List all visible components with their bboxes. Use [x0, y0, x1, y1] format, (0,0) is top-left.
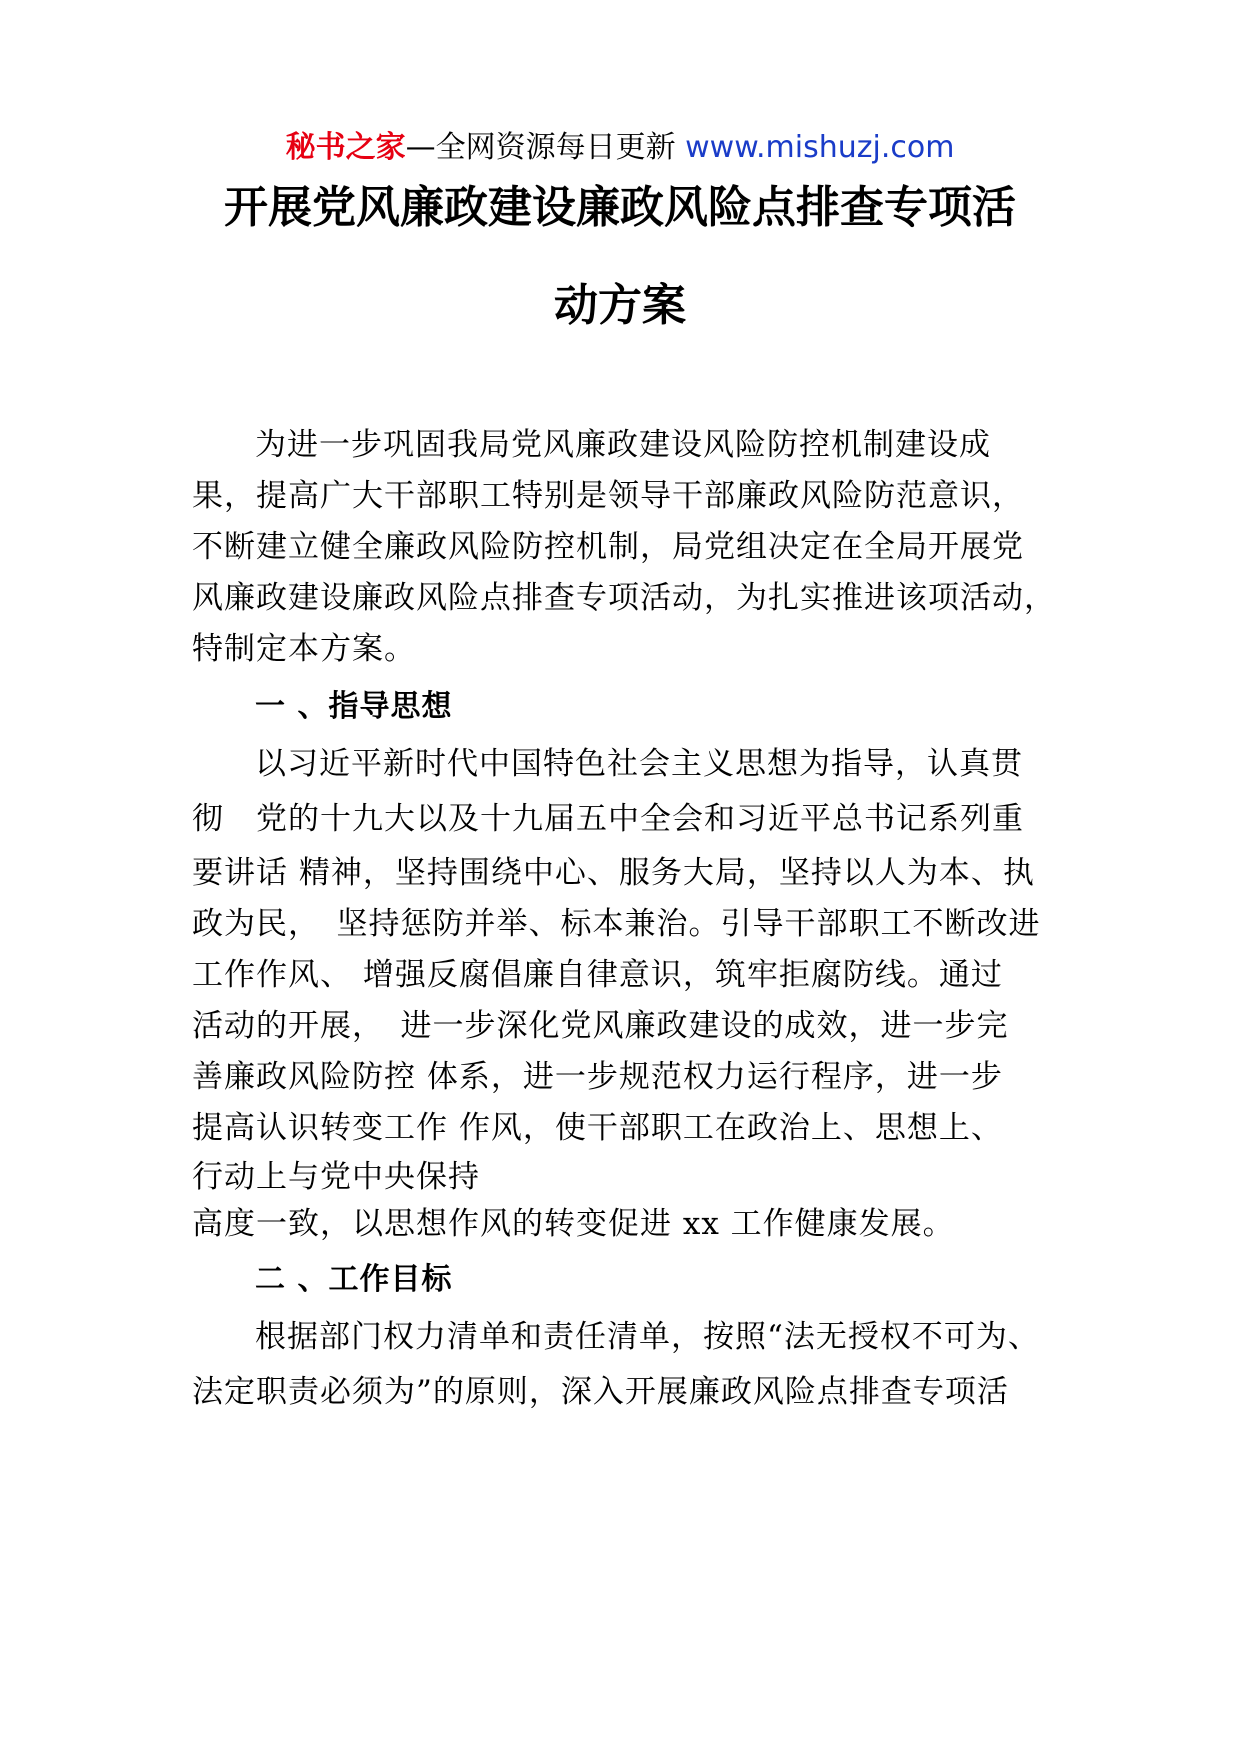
paragraph-line: 法定职责必须为”的原则，深入开展廉政风险点排查专项活	[192, 1374, 1009, 1410]
paragraph-line: 彻 党的十九大以及十九届五中全会和习近平总书记系列重	[192, 801, 1024, 837]
site-watermark-header	[0, 128, 1240, 168]
paragraph-line: 为进一步巩固我局党风廉政建设风险防控机制建设成	[255, 427, 991, 463]
watermark-brand: 秘书之家	[285, 130, 406, 165]
paragraph-line: 高度一致，以思想作风的转变促进 xx 工作健康发展。	[192, 1206, 955, 1242]
paragraph-line: 要讲话 精神，坚持围绕中心、服务大局，坚持以人为本、执	[192, 855, 1035, 891]
watermark-slogan: —全网资源每日更新	[405, 130, 686, 165]
work-goals-paragraph	[192, 1312, 1072, 1421]
paragraph-line: 活动的开展， 进一步深化党风廉政建设的成效，进一步完	[192, 1008, 1009, 1044]
paragraph-line: 提高认识转变工作 作风，使干部职工在政治上、思想上、	[192, 1110, 1003, 1146]
paragraph-line: 工作作风、 增强反腐倡廉自律意识，筑牢拒腐防线。通过	[192, 957, 1003, 993]
document-title-line-2: 动方案	[554, 280, 686, 331]
section-heading-guiding-ideology: 一 、指导思想	[255, 689, 453, 724]
paragraph-line: 以习近平新时代中国特色社会主义思想为指导，认真贯	[255, 746, 1023, 782]
paragraph-line: 根据部门权力清单和责任清单，按照“法无授权不可为、	[255, 1319, 1040, 1355]
paragraph-line: 不断建立健全廉政风险防控机制，局党组决定在全局开展党	[192, 529, 1024, 565]
paragraph-line: 果，提高广大干部职工特别是领导干部廉政风险防范意识，	[192, 478, 1024, 514]
guiding-ideology-paragraph	[192, 739, 1072, 1248]
paragraph-line: 行动上与党中央保持	[192, 1159, 480, 1195]
document-title-line-1: 开展党风廉政建设廉政风险点排查专项活	[224, 182, 1016, 233]
intro-paragraph	[192, 420, 1072, 675]
paragraph-line: 风廉政建设廉政风险点排查专项活动，为扎实推进该项活动，	[192, 580, 1056, 616]
paragraph-line: 善廉政风险防控 体系，进一步规范权力运行程序，进一步	[192, 1059, 1003, 1095]
watermark-url: www.mishuzj.com	[685, 130, 955, 165]
paragraph-line: 政为民， 坚持惩防并举、标本兼治。引导干部职工不断改进	[192, 906, 1041, 942]
document-body	[192, 420, 1072, 1421]
section-heading-work-goals: 二 、工作目标	[255, 1262, 453, 1297]
paragraph-line: 特制定本方案。	[192, 631, 416, 667]
